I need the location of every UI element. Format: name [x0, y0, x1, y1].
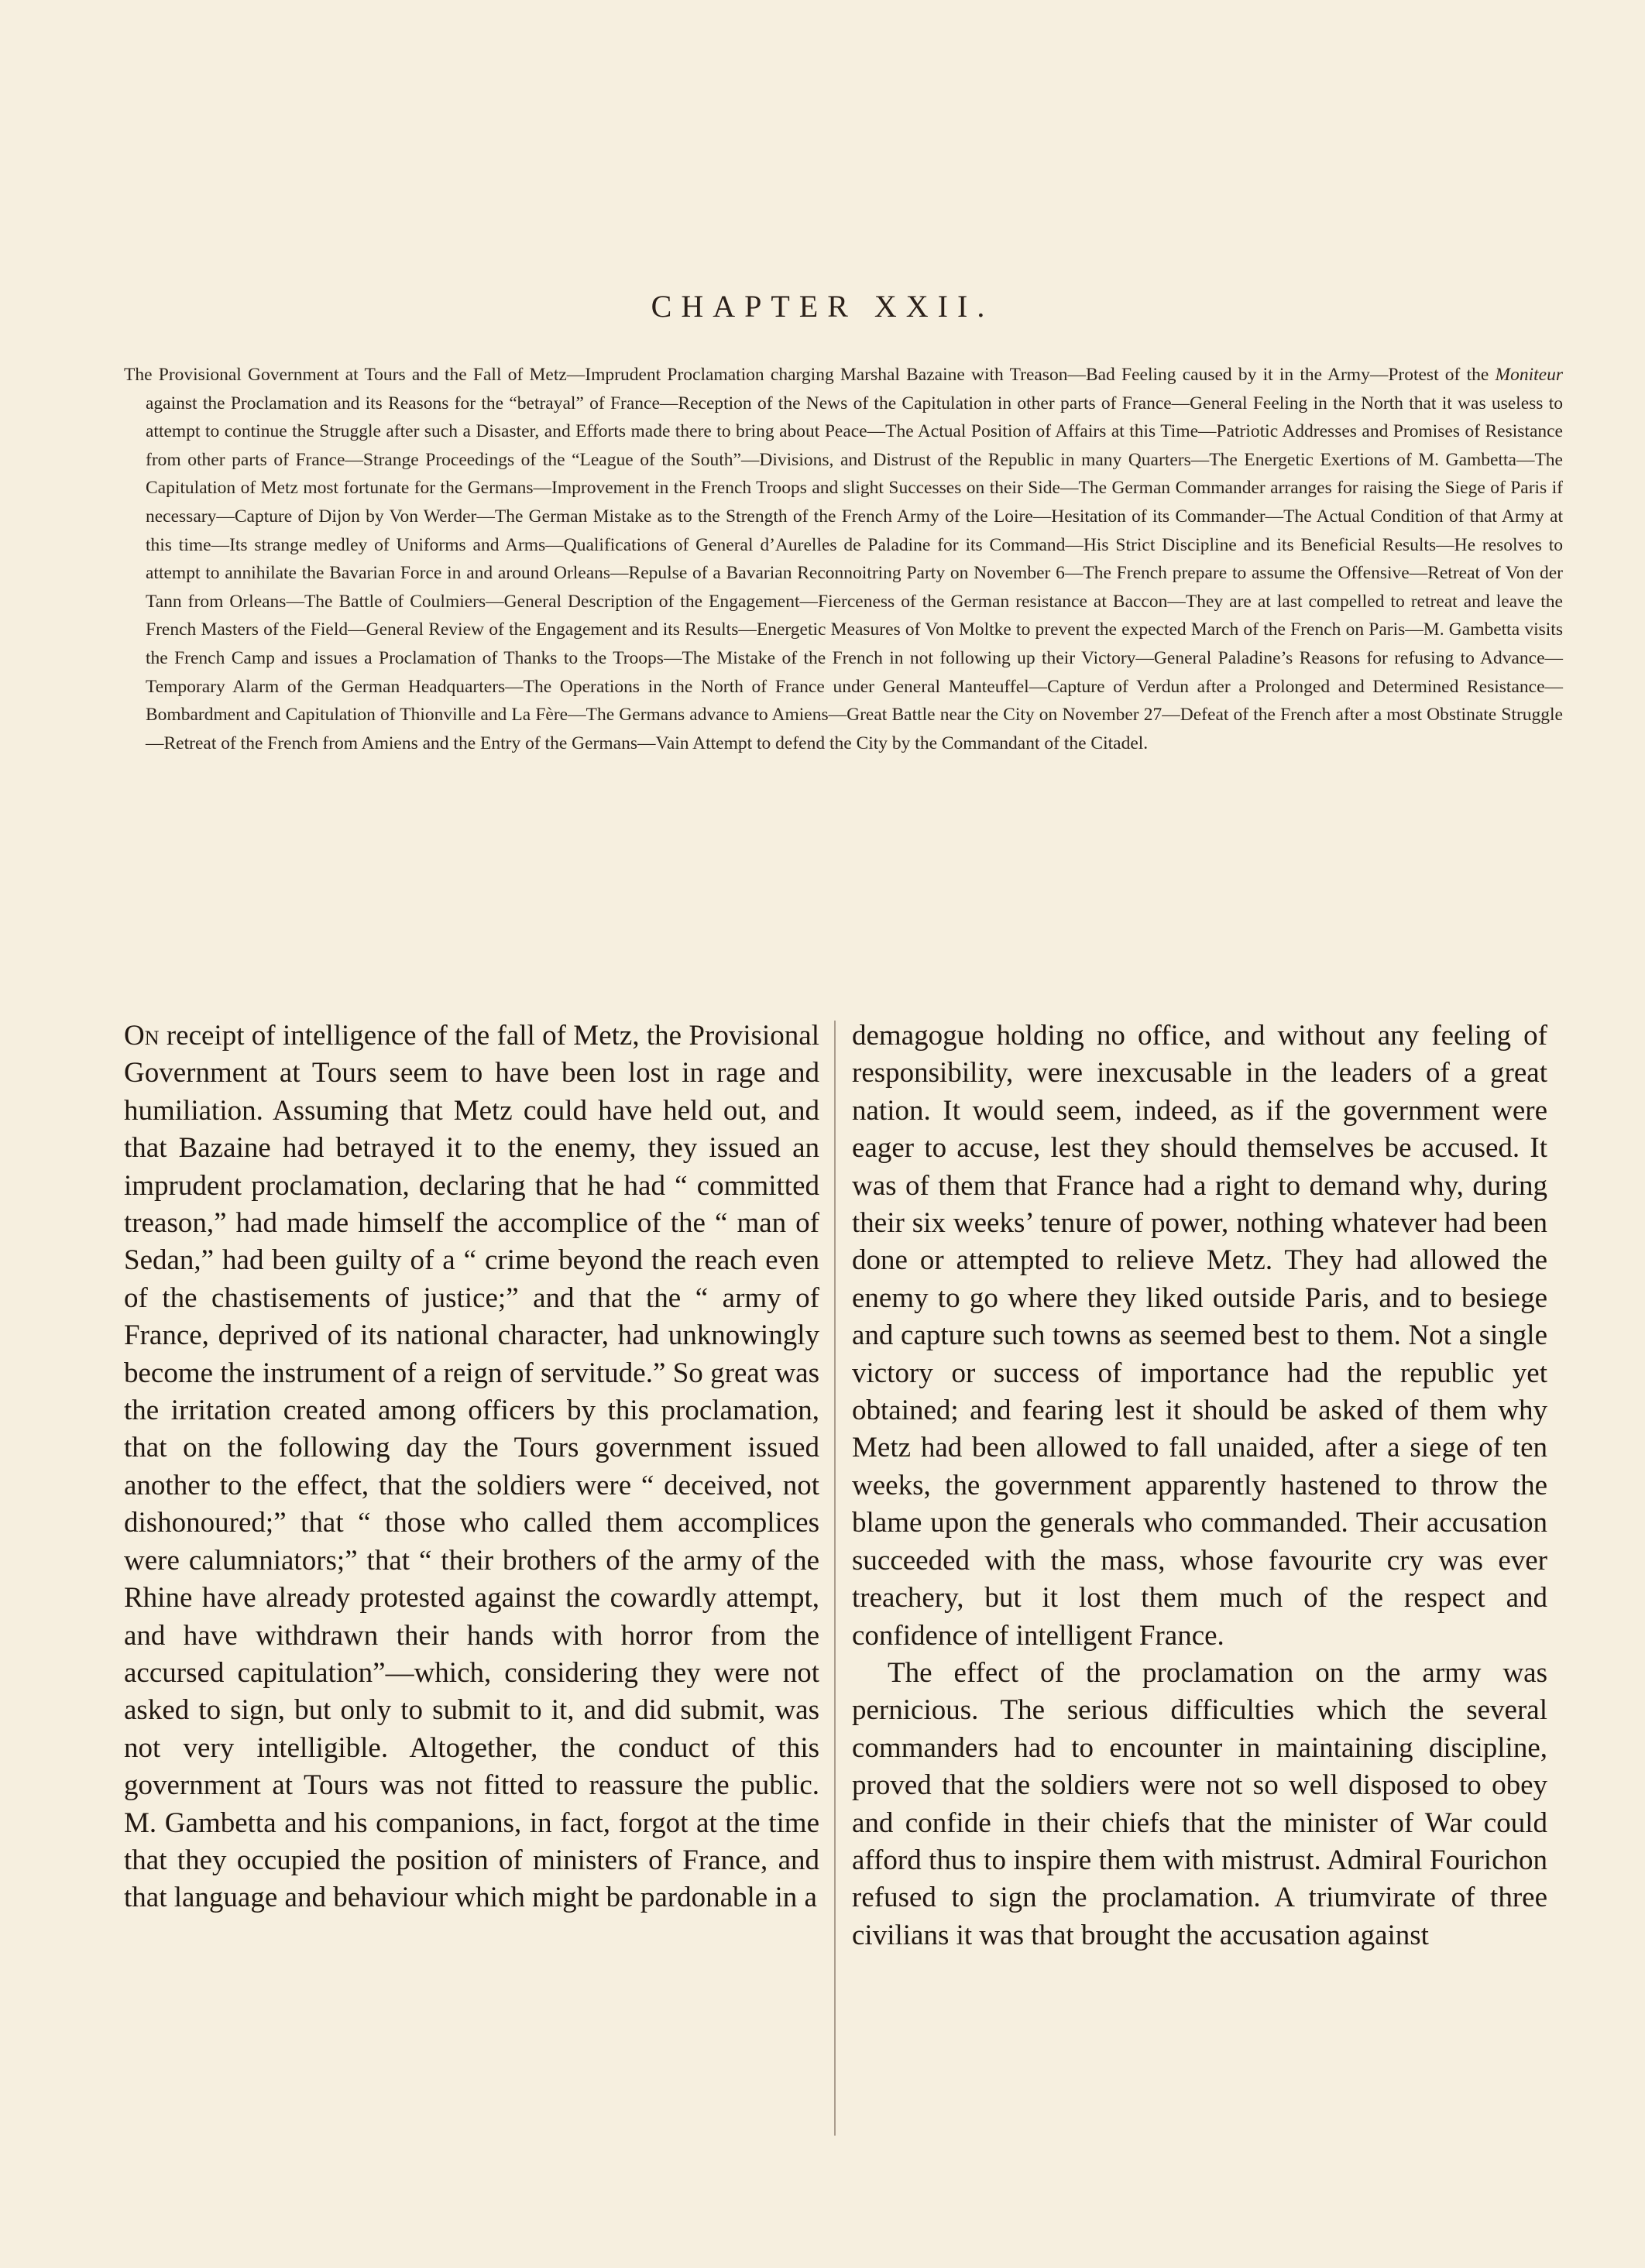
- body-paragraph: The effect of the proclamation on the army was pernicious. The serious difficulties which the several commanders had to encounter in maintaining discipline, proved that the soldiers were not so well disposed to obey and confide in their chiefs that the minister of War could afford thus to inspire them with mistrust. Admiral Fourichon refused to sign the proclamation. A triumvirate of three civilians it was that brought the accusation against: [852, 1656, 1547, 1951]
- chapter-summary: [124, 361, 1563, 757]
- summary-italic-title: Moniteur: [1495, 365, 1563, 385]
- body-paragraph-continued: demagogue holding no office, and without any feeling of responsibility, were inexcusable in the leaders of a great nation. It would seem, indeed, as if the government were eager to accuse, lest they should themselves be accused. It was of them that France had a right to demand why, during their six weeks’ tenure of power, nothing whatever had been done or attempted to relieve Metz. They had allowed the enemy to go where they liked outside Paris, and to besiege and capture such towns as seemed best to them. Not a single victory or success of importance had the republic yet obtained; and fearing lest it should be asked of them why Metz had been allowed to fall unaided, after a siege of ten weeks, the government apparently hastened to throw the blame upon the generals who commanded. Their accusation succeeded with the mass, whose favourite cry was ever treachery, but it lost them much of the respect and confidence of intelligent France.: [852, 1020, 1547, 1652]
- body-column-right: [852, 1017, 1547, 1954]
- paragraph-text: receipt of intelligence of the fall of Metz, the Provisional Government at Tours seem to have been lost in rage and humiliation. Assuming that Metz could have held out, and that Bazaine had betrayed it to the enemy, they issued an imprudent proclamation, declaring that he had “ committed treason,” had made himself the accomplice of the “ man of Sedan,” had been guilty of a “ crime beyond the reach even of the chastisements of justice;” and that the “ army of France, deprived of its national character, had unknowingly become the instrument of a reign of servitude.” So great was the irritation created among officers by this proclamation, that on the following day the Tours government issued another to the effect, that the soldiers were “ deceived, not dishonoured;” that “ those who called them accomplices were calumniators;” that “ their brothers of the army of the Rhine have already protested against the cowardly attempt, and have withdrawn their hands with horror from the accursed capitulation”—which, considering they were not asked to sign, but only to submit to it, and did submit, was not very intelligible. Altogether, the conduct of this government at Tours was not fitted to reassure the public. M. Gambetta and his companions, in fact, forgot at the time that they occupied the position of ministers of France, and that language and behaviour which might be pardonable in a: [124, 1020, 819, 1914]
- column-divider: [834, 1021, 836, 2136]
- chapter-title: CHAPTER XXII.: [651, 289, 994, 324]
- body-column-left: [124, 1017, 819, 1917]
- body-paragraph: [124, 1017, 819, 1917]
- summary-text-part1: The Provisional Government at Tours and the Fall of Metz—Imprudent Proclamation charging Marshal Bazaine with Treason—Bad Feeling caused by it in the Army—Protest of the: [124, 365, 1496, 385]
- summary-text-part2: against the Proclamation and its Reasons for the “betrayal” of France—Reception of the News of the Capitulation in other parts of France—General Feeling in the North that it was useless to attempt to continue the Struggle after such a Disaster, and Efforts made there to bring about Peace—The Actual Position of Affairs at this Time—Patriotic Addresses and Promises of Resistance from other parts of France—Strange Proceedings of the “League of the South”—Divisions, and Distrust of the Republic in many Quarters—The Energetic Exertions of M. Gambetta—The Capitulation of Metz most fortunate for the Germans—Improvement in the French Troops and slight Successes on their Side—The German Commander arranges for raising the Siege of Paris if necessary—Capture of Dijon by Von Werder—The German Mistake as to the Strength of the French Army of the Loire—Hesitation of its Commander—The Actual Condition of that Army at this time—Its strange medley of Uniforms and Arms—Qualifications of General d’Aurelles de Paladine for its Command—His Strict Discipline and its Beneficial Results—He resolves to attempt to annihilate the Bavarian Force in and around Orleans—Repulse of a Bavarian Reconnoitring Party on November 6—The French prepare to assume the Offensive—Retreat of Von der Tann from Orleans—The Battle of Coulmiers—General Description of the Engagement—Fierceness of the German resistance at Baccon—They are at last compelled to retreat and leave the French Masters of the Field—General Review of the Engagement and its Results—Energetic Measures of Von Moltke to prevent the expected March of the French on Paris—M. Gambetta visits the French Camp and issues a Proclamation of Thanks to the Troops—The Mistake of the French in not following up their Victory—General Paladine’s Reasons for refusing to Advance—Temporary Alarm of the German Headquarters—The Operations in the North of France under General Manteuffel—Capture of Verdun after a Prolonged and Determined Resistance—Bombardment and Capitulation of Thionville and La Fère—The Germans advance to Amiens—Great Battle near the City on November 27—Defeat of the French after a most Obstinate Struggle—Retreat of the French from Amiens and the Entry of the Germans—Vain Attempt to defend the City by the Commandant of the Citadel.: [146, 393, 1563, 753]
- opening-word: On: [124, 1020, 160, 1052]
